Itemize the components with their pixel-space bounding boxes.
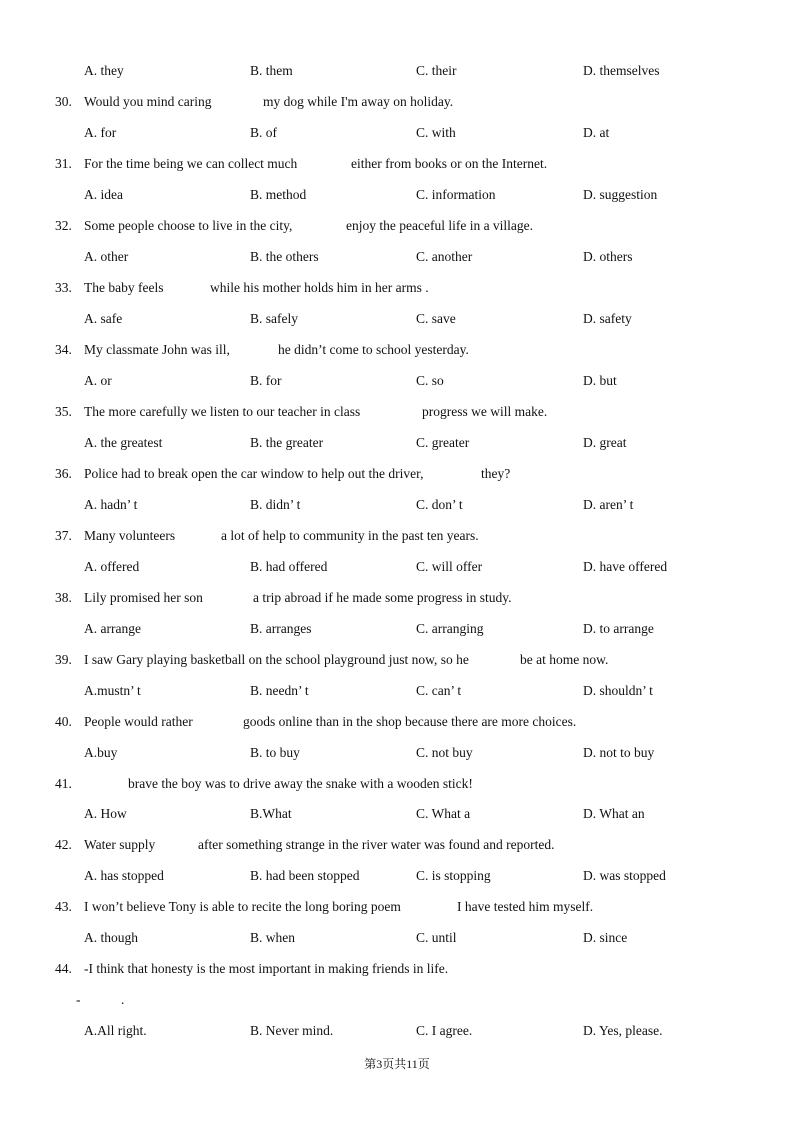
option-c: C. don’ t bbox=[416, 497, 463, 512]
option-d: D. to arrange bbox=[583, 621, 654, 636]
option-b: B. for bbox=[250, 373, 282, 388]
option-d: D. others bbox=[583, 249, 633, 264]
options-row-q37 bbox=[0, 559, 794, 579]
question-text: -I think that honesty is the most important in making friends in life. bbox=[84, 961, 449, 976]
option-d: D. suggestion bbox=[583, 187, 658, 202]
option-c: C. information bbox=[416, 187, 496, 202]
options-row-q42 bbox=[0, 868, 794, 888]
question-number: 33. bbox=[55, 280, 72, 295]
question-32 bbox=[0, 218, 794, 238]
question-text: The baby feels bbox=[84, 280, 164, 295]
question-number: 41. bbox=[55, 776, 72, 791]
reply-period: . bbox=[121, 992, 125, 1007]
option-b: B.What bbox=[250, 806, 292, 821]
option-c: C. save bbox=[416, 311, 456, 326]
question-text: Lily promised her son bbox=[84, 590, 203, 605]
question-text: Police had to break open the car window to help out the driver, bbox=[84, 466, 424, 481]
option-d: D. great bbox=[583, 435, 627, 450]
option-c: C. What a bbox=[416, 806, 471, 821]
option-a: A.buy bbox=[84, 745, 118, 760]
question-number: 38. bbox=[55, 590, 72, 605]
options-row-q39 bbox=[0, 683, 794, 703]
question-text: I have tested him myself. bbox=[457, 899, 594, 914]
options-row-q29 bbox=[0, 63, 794, 83]
question-number: 40. bbox=[55, 714, 72, 729]
option-a: A. the greatest bbox=[84, 435, 163, 450]
question-text: People would rather bbox=[84, 714, 193, 729]
option-b: B. the greater bbox=[250, 435, 324, 450]
option-b: B. when bbox=[250, 930, 295, 945]
option-a: A.All right. bbox=[84, 1023, 147, 1038]
option-a: A. hadn’ t bbox=[84, 497, 138, 512]
option-d: D. What an bbox=[583, 806, 645, 821]
question-number: 44. bbox=[55, 961, 72, 976]
option-b: B. didn’ t bbox=[250, 497, 301, 512]
option-a: A. other bbox=[84, 249, 129, 264]
option-c: C. with bbox=[416, 125, 456, 140]
reply-dash: - bbox=[76, 992, 81, 1007]
option-a: A. or bbox=[84, 373, 112, 388]
option-a: A. though bbox=[84, 930, 138, 945]
question-number: 31. bbox=[55, 156, 72, 171]
option-a: A. idea bbox=[84, 187, 123, 202]
option-d: D. but bbox=[583, 373, 617, 388]
question-text: my dog while I'm away on holiday. bbox=[263, 94, 454, 109]
option-c: C. arranging bbox=[416, 621, 484, 636]
question-text: enjoy the peaceful life in a village. bbox=[346, 218, 534, 233]
option-d: D. was stopped bbox=[583, 868, 666, 883]
option-c: C. will offer bbox=[416, 559, 483, 574]
option-b: B. safely bbox=[250, 311, 298, 326]
option-b: B. Never mind. bbox=[250, 1023, 334, 1038]
options-row-q43 bbox=[0, 930, 794, 950]
option-c: C. another bbox=[416, 249, 473, 264]
question-33 bbox=[0, 280, 794, 300]
option-c: C. can’ t bbox=[416, 683, 462, 698]
option-a: A. safe bbox=[84, 311, 123, 326]
question-37 bbox=[0, 528, 794, 548]
question-44-reply bbox=[0, 992, 794, 1012]
option-d: D. have offered bbox=[583, 559, 668, 574]
option-c: C. so bbox=[416, 373, 444, 388]
option-c: C. until bbox=[416, 930, 457, 945]
question-39 bbox=[0, 652, 794, 672]
question-number: 34. bbox=[55, 342, 72, 357]
option-b: B. them bbox=[250, 63, 293, 78]
option-d: D. safety bbox=[583, 311, 632, 326]
question-number: 43. bbox=[55, 899, 72, 914]
option-b: B. arranges bbox=[250, 621, 312, 636]
options-row-q35 bbox=[0, 435, 794, 455]
question-text: Some people choose to live in the city, bbox=[84, 218, 293, 233]
options-row-q36 bbox=[0, 497, 794, 517]
question-38 bbox=[0, 590, 794, 610]
option-b: B. method bbox=[250, 187, 307, 202]
question-text: The more carefully we listen to our teacher in class bbox=[84, 404, 361, 419]
option-c: C. is stopping bbox=[416, 868, 491, 883]
question-number: 39. bbox=[55, 652, 72, 667]
question-number: 30. bbox=[55, 94, 72, 109]
option-a: A. arrange bbox=[84, 621, 141, 636]
options-row-q32 bbox=[0, 249, 794, 269]
option-a: A.mustn’ t bbox=[84, 683, 141, 698]
question-30 bbox=[0, 94, 794, 114]
option-d: D. Yes, please. bbox=[583, 1023, 663, 1038]
question-text: goods online than in the shop because there are more choices. bbox=[243, 714, 577, 729]
options-row-q30 bbox=[0, 125, 794, 145]
option-b: B. had been stopped bbox=[250, 868, 360, 883]
question-34 bbox=[0, 342, 794, 362]
question-31 bbox=[0, 156, 794, 176]
option-b: B. of bbox=[250, 125, 277, 140]
question-number: 32. bbox=[55, 218, 72, 233]
question-44 bbox=[0, 961, 794, 981]
question-42 bbox=[0, 837, 794, 857]
question-40 bbox=[0, 714, 794, 734]
question-number: 42. bbox=[55, 837, 72, 852]
option-b: B. needn’ t bbox=[250, 683, 309, 698]
question-text: they? bbox=[481, 466, 511, 481]
option-b: B. had offered bbox=[250, 559, 328, 574]
question-text: progress we will make. bbox=[422, 404, 548, 419]
question-number: 37. bbox=[55, 528, 72, 543]
option-a: A. offered bbox=[84, 559, 140, 574]
option-a: A. they bbox=[84, 63, 124, 78]
option-a: A. How bbox=[84, 806, 127, 821]
option-d: D. not to buy bbox=[583, 745, 655, 760]
question-text: either from books or on the Internet. bbox=[351, 156, 548, 171]
option-b: B. to buy bbox=[250, 745, 300, 760]
question-text: For the time being we can collect much bbox=[84, 156, 298, 171]
question-text: I saw Gary playing basketball on the school playground just now, so he bbox=[84, 652, 469, 667]
question-text: My classmate John was ill, bbox=[84, 342, 230, 357]
option-d: D. shouldn’ t bbox=[583, 683, 653, 698]
option-c: C. greater bbox=[416, 435, 470, 450]
question-text: brave the boy was to drive away the snake with a wooden stick! bbox=[128, 776, 473, 791]
option-b: B. the others bbox=[250, 249, 319, 264]
question-text: Many volunteers bbox=[84, 528, 176, 543]
options-row-q38 bbox=[0, 621, 794, 641]
question-43 bbox=[0, 899, 794, 919]
question-text: he didn’t come to school yesterday. bbox=[278, 342, 469, 357]
options-row-q34 bbox=[0, 373, 794, 393]
option-a: A. has stopped bbox=[84, 868, 164, 883]
question-number: 35. bbox=[55, 404, 72, 419]
option-d: D. at bbox=[583, 125, 610, 140]
options-row-q44 bbox=[0, 1023, 794, 1043]
question-35 bbox=[0, 404, 794, 424]
options-row-q41 bbox=[0, 806, 794, 826]
option-c: C. their bbox=[416, 63, 457, 78]
option-d: D. since bbox=[583, 930, 628, 945]
option-c: C. I agree. bbox=[416, 1023, 473, 1038]
question-text: I won’t believe Tony is able to recite the long boring poem bbox=[84, 899, 401, 914]
question-number: 36. bbox=[55, 466, 72, 481]
option-c: C. not buy bbox=[416, 745, 473, 760]
options-row-q40 bbox=[0, 745, 794, 765]
question-36 bbox=[0, 466, 794, 486]
question-text: Would you mind caring bbox=[84, 94, 212, 109]
options-row-q33 bbox=[0, 311, 794, 331]
question-text: Water supply bbox=[84, 837, 156, 852]
options-row-q31 bbox=[0, 187, 794, 207]
question-41 bbox=[0, 776, 794, 796]
question-text: a trip abroad if he made some progress in study. bbox=[253, 590, 512, 605]
question-text: after something strange in the river water was found and reported. bbox=[198, 837, 555, 852]
page-footer: 第3页共11页 bbox=[364, 1057, 430, 1071]
option-d: D. aren’ t bbox=[583, 497, 634, 512]
option-a: A. for bbox=[84, 125, 117, 140]
question-text: while his mother holds him in her arms . bbox=[210, 280, 429, 295]
question-text: be at home now. bbox=[520, 652, 609, 667]
option-d: D. themselves bbox=[583, 63, 660, 78]
question-text: a lot of help to community in the past ten years. bbox=[221, 528, 479, 543]
